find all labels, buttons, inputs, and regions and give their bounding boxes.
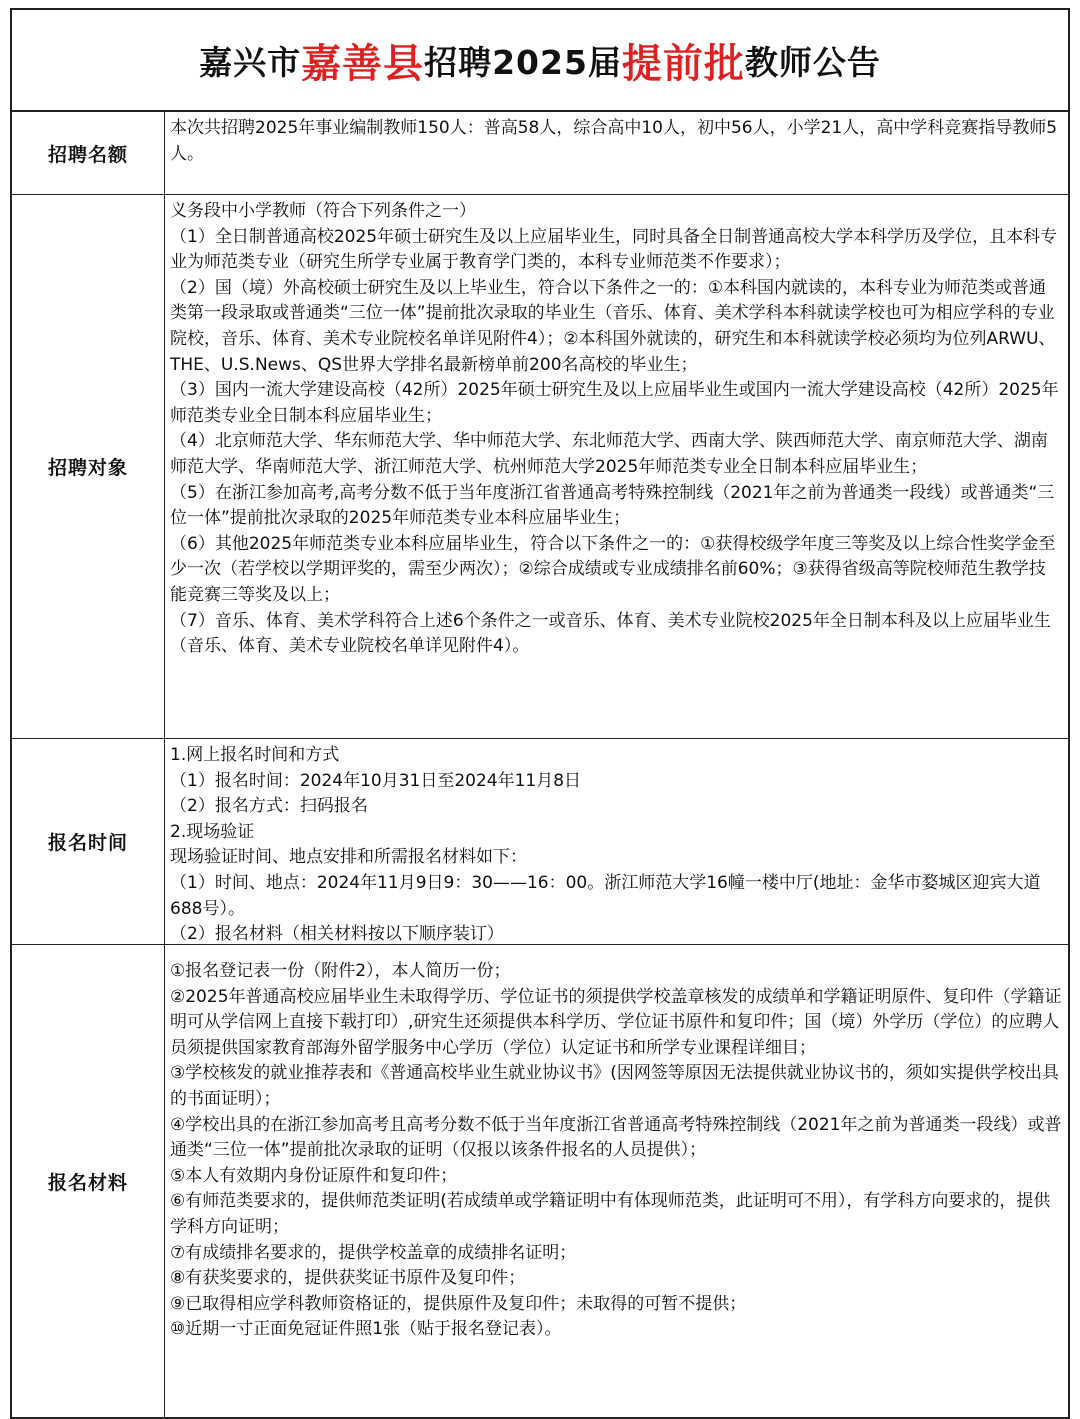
row-label: 招聘名额 (12, 112, 165, 194)
content-line: 现场验证时间、地点安排和所需报名材料如下： (170, 847, 527, 868)
content-line: （5）在浙江参加高考,高考分数不低于当年度浙江省普通高考特殊控制线（2021年之前为普通类一段线）或普通类“三位一体”提前批次录取的2025年师范类专业本科应届毕业生； (170, 482, 1055, 529)
content-line: ⑨已取得相应学科教师资格证的，提供原件及复印件；未取得的可暂不提供； (170, 1293, 747, 1314)
content-line: 义务段中小学教师（符合下列条件之一） (170, 201, 476, 221)
title-city: 嘉兴市 (199, 42, 302, 82)
row-label: 报名材料 (12, 945, 165, 1417)
content-line: （1）报名时间：2024年10月31日至2024年11月8日 (170, 770, 582, 791)
content-line: ⑧有获奖要求的，提供获奖证书原件及复印件； (170, 1268, 526, 1289)
row-materials (12, 945, 1068, 1417)
row-content (165, 945, 1068, 1417)
page-title (12, 10, 1068, 112)
content-line: ②2025年普通高校应届毕业生未取得学历、学位证书的须提供学校盖章核发的成绩单和学籍证明原件、复印件（学籍证明可从学信网上直接下载打印）,研究生还须提供本科学历、学位证书原件和复印件；国（境）外学历（学位）的应聘人员须提供国家教育部海外留学服务中心学历（学位）认定证书和所学专业课程详细目； (170, 986, 1062, 1058)
content-line: （1）全日制普通高校2025年硕士研究生及以上应届毕业生，同时具备全日制普通高校大学本科学历及学位，且本科专业为师范类专业（研究生所学专业属于教育学门类的，本科专业师范类不作要求）； (170, 226, 1058, 273)
content-line: ⑦有成绩排名要求的，提供学校盖章的成绩排名证明； (170, 1242, 577, 1263)
content-line: ⑥有师范类要求的，提供师范类证明(若成绩单或学籍证明中有体现师范类，此证明可不用），有学科方向要求的，提供学科方向证明； (170, 1191, 1051, 1237)
content-line: （4）北京师范大学、华东师范大学、华中师范大学、东北师范大学、西南大学、陕西师范大学、南京师范大学、湖南师范大学、华南师范大学、浙江师范大学、杭州师范大学2025年师范类专业全日制本科应届毕业生； (170, 431, 1048, 477)
row-quota (12, 112, 1068, 195)
title-suffix: 教师公告 (744, 42, 881, 82)
content-line: （2）报名材料（相关材料按以下顺序装订） (170, 924, 504, 944)
row-content (165, 112, 1068, 194)
notice-table (10, 8, 1070, 1419)
content-line: （2）报名方式：扫码报名 (170, 796, 368, 817)
content-line: 1.网上报名时间和方式 (170, 745, 340, 765)
row-eligibility (12, 195, 1068, 739)
content-line: （1）时间、地点：2024年11月9日9：30——16：00。浙江师范大学16幢一楼中厅(地址：金华市婺城区迎宾大道688号）。 (170, 872, 1041, 919)
content-line: 2.现场验证 (170, 821, 255, 842)
content-line: ④学校出具的在浙江参加高考且高考分数不低于当年度浙江省普通高考特殊控制线（2021年之前为普通类一段线）或普通类“三位一体”提前批次录取的证明（仅报以该条件报名的人员提供）； (170, 1114, 1062, 1161)
content-line: （6）其他2025年师范类专业本科应届毕业生，符合以下条件之一的：①获得校级学年度三等奖及以上综合性奖学金至少一次（若学校以学期评奖的，需至少两次）；②综合成绩或专业成绩排名前60%；③获得省级高等院校师范生教学技能竞赛三等奖及以上； (170, 533, 1056, 605)
content-line: （3）国内一流大学建设高校（42所）2025年硕士研究生及以上应届毕业生或国内一流大学建设高校（42所）2025年师范类专业全日制本科应届毕业生； (170, 380, 1059, 426)
content-line: ⑤本人有效期内身份证原件和复印件； (170, 1165, 458, 1186)
title-recruit: 招聘2025届 (424, 42, 622, 82)
content-line: ⑩近期一寸正面免冠证件照1张（贴于报名登记表）。 (170, 1319, 562, 1340)
content-line: （7）音乐、体育、美术学科符合上述6个条件之一或音乐、体育、美术专业院校2025年全日制本科及以上应届毕业生（音乐、体育、美术专业院校名单详见附件4）。 (170, 610, 1051, 657)
row-label: 招聘对象 (12, 195, 165, 738)
title-batch: 提前批 (621, 40, 745, 87)
title-county: 嘉善县 (301, 40, 425, 87)
row-registration-time (12, 739, 1068, 945)
content-line: ①报名登记表一份（附件2），本人简历一份； (170, 961, 511, 981)
content-line: ③学校核发的就业推荐表和《普通高校毕业生就业协议书》(因网签等原因无法提供就业协议书的，须如实提供学校出具的书面证明）； (170, 1063, 1059, 1109)
row-label: 报名时间 (12, 739, 165, 944)
row-content (165, 195, 1068, 738)
content-line: （2）国（境）外高校硕士研究生及以上毕业生，符合以下条件之一的：①本科国内就读的，本科专业为师范类或普通类第一段录取或普通类“三位一体”提前批次录取的毕业生（音乐、体育、美术学科本科就读学校也可为相应学科的专业院校，音乐、体育、美术专业院校名单详见附件4）；②本科国外就读的，研究生和本科就读学校必须均为位列ARWU、THE、U.S.News、QS世界大学排名最新榜单前200名高校的毕业生； (170, 277, 1056, 375)
content-line: 本次共招聘2025年事业编制教师150人：普高58人，综合高中10人，初中56人，小学21人，高中学科竞赛指导教师5人。 (170, 118, 1058, 164)
row-content (165, 739, 1068, 944)
